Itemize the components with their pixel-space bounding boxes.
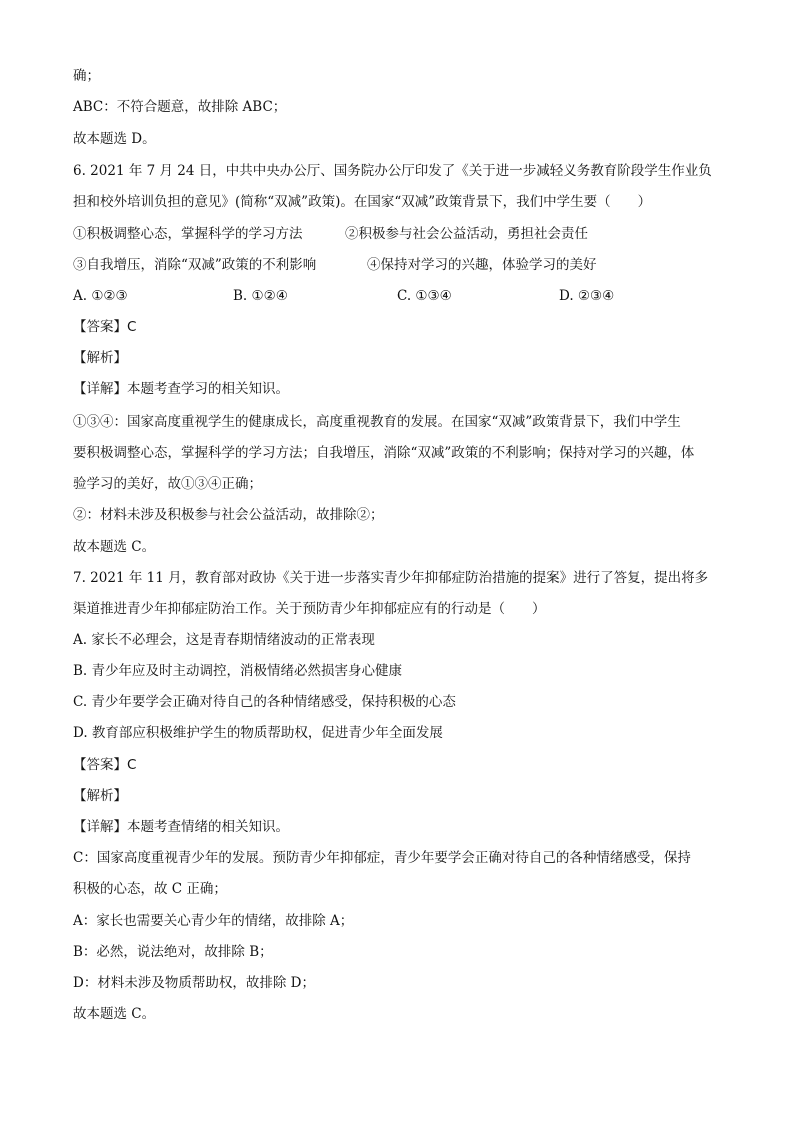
q7-answer: 【答案】C <box>73 757 137 773</box>
q6-options <box>73 287 673 305</box>
q6-statement-2: ②积极参与社会公益活动，勇担社会责任 <box>345 226 588 242</box>
q6-explanation-line1: ①③④：国家高度重视学生的健康成长，高度重视教育的发展。在国家“双减”政策背景下，我们中学生 <box>73 414 681 430</box>
q6-explanation-line2: 要积极调整心态，掌握科学的学习方法；自我增压，消除“双减”政策的不利影响；保持对学习的兴趣，体 <box>73 445 695 461</box>
q6-stem-line1: 6. 2021 年 7 月 24 日，中共中央办公厅、国务院办公厅印发了《关于进一步减轻义务教育阶段学生作业负 <box>73 163 712 179</box>
q6-option-b: B. ①②④ <box>233 288 288 304</box>
q7-stem-line2: 渠道推进青少年抑郁症防治工作。关于预防青少年抑郁症应有的行动是（ ） <box>73 601 546 617</box>
q7-explanation-line1: C：国家高度重视青少年的发展。预防青少年抑郁症，青少年要学会正确对待自己的各种情绪感受，保持 <box>73 850 691 866</box>
q6-option-c: C. ①③④ <box>397 288 452 304</box>
prev-answer-tail: 确； <box>73 68 100 84</box>
q7-stem-line1: 7. 2021 年 11 月，教育部对政协《关于进一步落实青少年抑郁症防治措施的提案》进行了答复，提出将多 <box>73 570 709 586</box>
q7-detail-heading: 【详解】本题考查情绪的相关知识。 <box>73 819 289 835</box>
q7-explanation-line3: A：家长也需要关心青少年的情绪，故排除 A； <box>73 913 354 929</box>
q7-option-b: B. 青少年应及时主动调控，消极情绪必然损害身心健康 <box>73 663 403 679</box>
q6-conclusion: 故本题选 C。 <box>73 539 156 555</box>
q6-statement-3: ③自我增压，消除“双减”政策的不利影响 <box>73 257 317 273</box>
q7-conclusion: 故本题选 C。 <box>73 1006 156 1022</box>
q6-option-d: D. ②③④ <box>559 288 615 304</box>
q7-explanation-line5: D：材料未涉及物质帮助权，故排除 D； <box>73 975 315 991</box>
q7-explanation-line4: B：必然，说法绝对，故排除 B； <box>73 944 273 960</box>
q6-analysis-label: 【解析】 <box>73 350 127 366</box>
q7-option-a: A. 家长不必理会，这是青春期情绪波动的正常表现 <box>73 632 375 648</box>
q6-stem-line2: 担和校外培训负担的意见》(简称“双减”政策)。在国家“双减”政策背景下，我们中学生要（ ） <box>73 194 652 210</box>
q7-option-c: C. 青少年要学会正确对待自己的各种情绪感受，保持积极的心态 <box>73 694 456 710</box>
q7-option-d: D. 教育部应积极维护学生的物质帮助权，促进青少年全面发展 <box>73 725 443 741</box>
q7-explanation-line2: 积极的心态，故 C 正确； <box>73 881 227 897</box>
q6-option-a: A. ①②③ <box>73 288 128 304</box>
prev-conclusion: 故本题选 D。 <box>73 131 156 147</box>
prev-explanation-abc: ABC：不符合题意，故排除 ABC； <box>73 99 287 115</box>
q6-statement-1: ①积极调整心态，掌握科学的学习方法 <box>73 226 303 242</box>
q6-explanation-line3: 验学习的美好，故①③④正确； <box>73 476 262 492</box>
q6-explanation-line4: ②：材料未涉及积极参与社会公益活动，故排除②； <box>73 507 384 523</box>
q7-analysis-label: 【解析】 <box>73 788 127 804</box>
q6-detail-heading: 【详解】本题考查学习的相关知识。 <box>73 381 289 397</box>
q6-statement-4: ④保持对学习的兴趣，体验学习的美好 <box>367 257 597 273</box>
q6-answer: 【答案】C <box>73 319 137 335</box>
